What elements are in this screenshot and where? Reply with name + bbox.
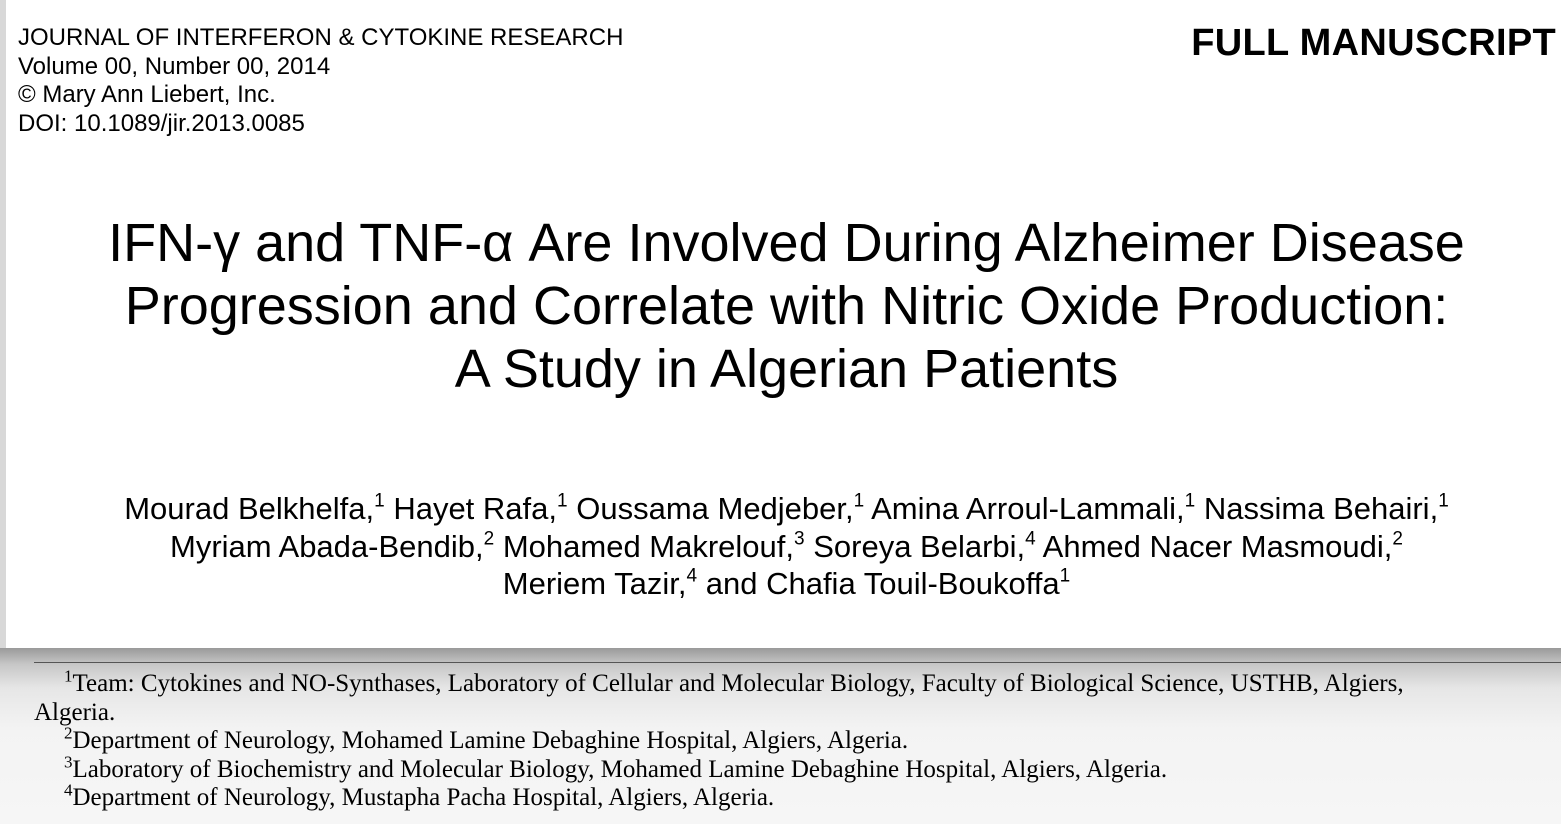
author-name: and Chafia Touil-Boukoffa <box>705 566 1060 601</box>
author-affiliation-mark: 1 <box>1184 490 1196 512</box>
author-line-2 <box>6 528 1561 566</box>
affiliation-mark: 4 <box>64 780 73 800</box>
affiliation-2 <box>34 723 1561 756</box>
title-line-3: A Study in Algerian Patients <box>454 339 1119 399</box>
affiliation-mark: 1 <box>64 666 73 686</box>
author-list <box>6 490 1561 603</box>
journal-copyright: © Mary Ann Liebert, Inc. <box>18 81 276 108</box>
author-name: Mohamed Makrelouf, <box>502 528 795 564</box>
author-name: Ahmed Nacer Masmoudi, <box>1042 528 1393 564</box>
affiliation-text: Department of Neurology, Mohamed Lamine Debaghine Hospital, Algiers, Algeria. <box>72 727 909 754</box>
author-name: Hayet Rafa, <box>393 491 558 526</box>
author-name: Oussama Medjeber, <box>576 491 854 526</box>
author-affiliation-mark: 1 <box>374 490 385 512</box>
author-name: Amina Arroul-Lammali, <box>871 491 1185 526</box>
affiliations-footer <box>0 648 1561 824</box>
affiliation-text: Team: Cytokines and NO-Synthases, Laboratory of Cellular and Molecular Biology, Faculty of Biological Science, USTHB, Algiers, <box>72 670 1404 697</box>
footnote-divider <box>34 662 1561 663</box>
title-line-1: IFN-γ and TNF-α Are Involved During Alzheimer Disease <box>108 213 1465 273</box>
journal-header <box>18 24 623 138</box>
author-line-3 <box>6 565 1561 603</box>
author-affiliation-mark: 1 <box>557 490 568 512</box>
journal-doi: DOI: 10.1089/jir.2013.0085 <box>18 109 305 137</box>
author-affiliation-mark: 4 <box>686 565 698 587</box>
author-affiliation-mark: 2 <box>1392 528 1403 550</box>
affiliation-list <box>34 666 1561 813</box>
author-affiliation-mark: 1 <box>1438 490 1449 512</box>
author-name: Soreya Belarbi, <box>813 528 1026 564</box>
affiliation-3 <box>34 752 1561 785</box>
affiliation-mark: 2 <box>64 723 73 743</box>
author-name: Nassima Behairi, <box>1203 491 1439 526</box>
affiliation-1 <box>34 666 1561 699</box>
affiliation-4 <box>34 780 1561 813</box>
author-affiliation-mark: 2 <box>483 528 495 550</box>
affiliation-1-continued: Algeria. <box>34 698 116 726</box>
affiliation-text: Laboratory of Biochemistry and Molecular Biology, Mohamed Lamine Debaghine Hospital, Algiers, Algeria. <box>72 755 1168 783</box>
author-affiliation-mark: 1 <box>853 490 865 512</box>
journal-name: JOURNAL OF INTERFERON & CYTOKINE RESEARCH <box>18 24 624 51</box>
manuscript-type-label: FULL MANUSCRIPT <box>1191 22 1556 64</box>
author-affiliation-mark: 3 <box>794 528 805 550</box>
author-affiliation-mark: 1 <box>1059 565 1071 587</box>
author-affiliation-mark: 4 <box>1025 528 1036 550</box>
affiliation-mark: 3 <box>64 752 73 772</box>
author-name: Mourad Belkhelfa, <box>124 491 375 526</box>
title-line-2: Progression and Correlate with Nitric Oxide Production: <box>124 276 1449 336</box>
journal-volume: Volume 00, Number 00, 2014 <box>18 52 331 80</box>
affiliation-text: Department of Neurology, Mustapha Pacha Hospital, Algiers, Algeria. <box>72 784 775 811</box>
author-line-1 <box>6 490 1561 528</box>
author-name: Myriam Abada-Bendib, <box>170 528 484 564</box>
author-name: Meriem Tazir, <box>502 566 687 601</box>
article-title <box>6 212 1561 401</box>
